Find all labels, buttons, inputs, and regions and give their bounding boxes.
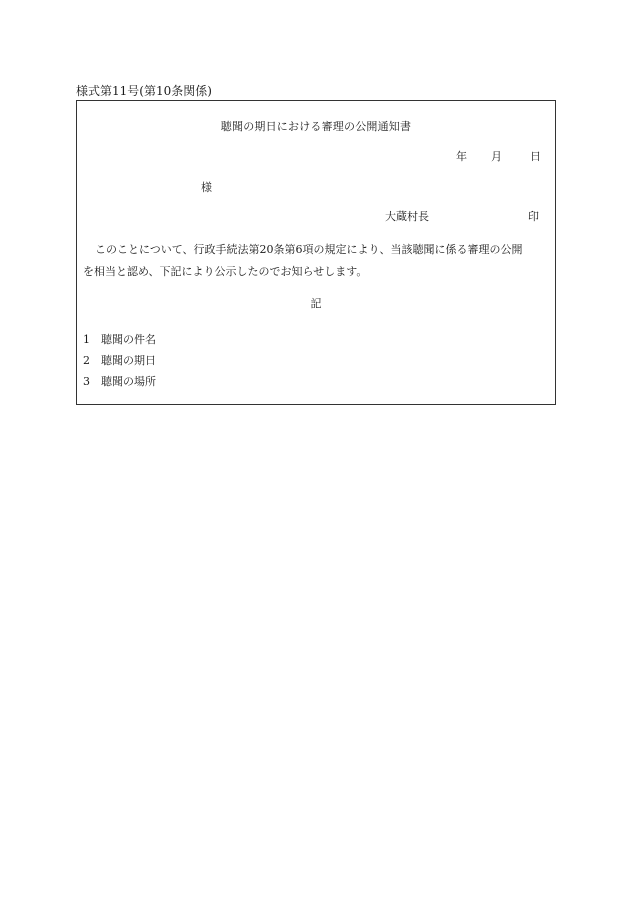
date-month-label: 月 [491, 150, 502, 163]
date-year-label: 年 [456, 150, 467, 163]
seal-mark: 印 [528, 210, 539, 223]
list-item [83, 354, 156, 368]
item-number: 2 [83, 354, 90, 367]
item-number: 1 [83, 333, 90, 346]
form-number: 様式第11号(第10条関係) [76, 84, 212, 98]
body-text-line-1-content: このことについて、行政手続法第20条第6項の規定により、当該聴聞に係る審理の公開 [95, 243, 523, 256]
body-text-line-2: を相当と認め、下記により公示したのでお知らせします。 [83, 265, 368, 278]
issuer-name: 大蔵村長 [385, 210, 429, 223]
item-label: 聴聞の期日 [101, 354, 156, 367]
body-text-line-1 [83, 243, 523, 257]
list-item [83, 333, 156, 347]
notice-frame [76, 100, 556, 405]
list-item [83, 375, 156, 389]
item-number: 3 [83, 375, 90, 388]
notice-title: 聴聞の期日における審理の公開通知書 [220, 120, 412, 133]
ki-heading: 記 [310, 297, 322, 310]
item-label: 聴聞の件名 [101, 333, 156, 346]
item-label: 聴聞の場所 [101, 375, 156, 388]
addressee-suffix: 様 [201, 181, 212, 194]
date-day-label: 日 [530, 150, 541, 163]
